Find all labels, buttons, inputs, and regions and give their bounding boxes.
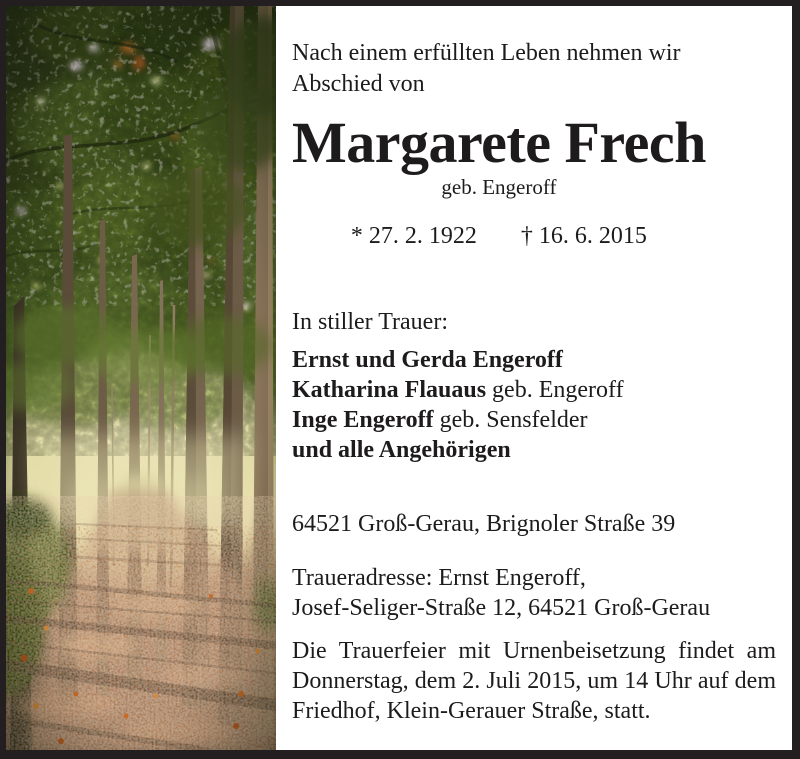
mourners-list	[292, 345, 776, 465]
maiden-name: geb. Engeroff	[441, 175, 557, 199]
mourner-name: Inge Engeroff	[292, 407, 434, 433]
deceased-name: Margarete Frech	[292, 110, 706, 175]
condolence-address	[292, 563, 776, 623]
forest-path-photo	[6, 6, 276, 750]
death-date: † 16. 6. 2015	[520, 223, 647, 249]
mourner-name: Ernst und Gerda Engeroff	[292, 347, 563, 373]
mourner-name: und alle Angehörigen	[292, 437, 511, 463]
funeral-info: Die Trauerfeier mit Urnenbeisetzung findet am Donnerstag, dem 2. Juli 2015, um 14 Uhr auf dem Friedhof, Klein-Gerauer Straße, statt.	[292, 638, 776, 724]
mourner-line	[292, 405, 776, 435]
mourner-name: Katharina Flauaus	[292, 377, 487, 403]
forest-path-photo-art	[6, 6, 276, 750]
life-dates	[292, 221, 706, 251]
mourner-line	[292, 345, 776, 375]
mourner-suffix: geb. Engeroff	[492, 377, 624, 403]
mourner-line	[292, 375, 776, 405]
intro-line-2: Abschied von	[292, 71, 425, 97]
intro-line-1: Nach einem erfüllten Leben nehmen wir	[292, 40, 681, 66]
condolence-line-1: Traueradresse: Ernst Engeroff,	[292, 565, 586, 591]
mourner-suffix: geb. Sensfelder	[439, 407, 588, 433]
deceased-block	[292, 110, 706, 251]
residence-address: 64521 Groß-Gerau, Brignoler Straße 39	[292, 511, 676, 537]
mourner-line	[292, 435, 776, 465]
notice-body	[6, 6, 792, 750]
birth-date: * 27. 2. 1922	[350, 223, 477, 249]
obituary-text	[276, 6, 792, 750]
intro-text	[292, 38, 776, 100]
condolence-line-2: Josef-Seliger-Straße 12, 64521 Groß-Gerau	[292, 595, 711, 621]
mourning-label: In stiller Trauer:	[292, 309, 448, 335]
